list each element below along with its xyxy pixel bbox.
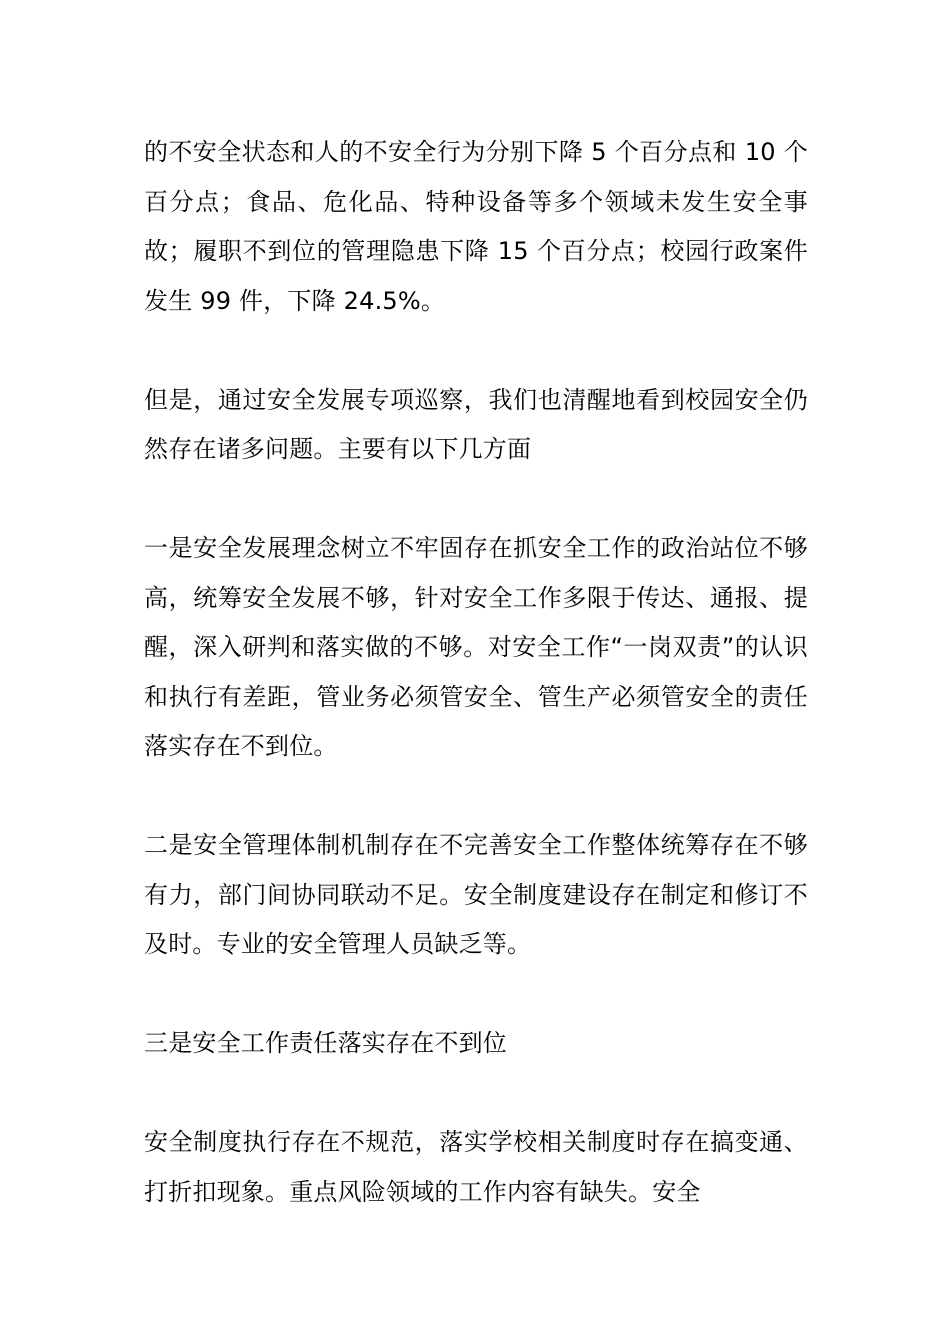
paragraph-problems-intro: 但是，通过安全发展专项巡察，我们也清醒地看到校园安全仍然存在诸多问题。主要有以下几方面: [144, 385, 808, 463]
document-body: [144, 128, 808, 1217]
paragraph-statistics: 的不安全状态和人的不安全行为分别下降 5 个百分点和 10 个百分点；食品、危化品、特种设备等多个领域未发生安全事故；履职不到位的管理隐患下降 15 个百分点；校园行政案件发生 99 件，下降 24.5%。: [144, 138, 808, 315]
paragraph-gap: [144, 326, 808, 376]
paragraph-point-two: 二是安全管理体制机制存在不完善安全工作整体统筹存在不够有力，部门间协同联动不足。安全制度建设存在制定和修订不及时。专业的安全管理人员缺乏等。: [144, 831, 808, 958]
paragraph-gap: [144, 1069, 808, 1119]
paragraph-point-one: 一是安全发展理念树立不牢固存在抓安全工作的政治站位不够高，统筹安全发展不够，针对安全工作多限于传达、通报、提醒，深入研判和落实做的不够。对安全工作“一岗双责”的认识和执行有差距，管业务必须管安全、管生产必须管安全的责任落实存在不到位。: [144, 534, 808, 760]
paragraph-gap: [144, 970, 808, 1020]
paragraph-point-three-heading: 三是安全工作责任落实存在不到位: [144, 1029, 507, 1057]
paragraph-gap: [144, 772, 808, 822]
paragraph-point-three-detail: 安全制度执行存在不规范，落实学校相关制度时存在搞变通、打折扣现象。重点风险领域的工作内容有缺失。安全: [144, 1128, 808, 1206]
paragraph-gap: [144, 475, 808, 525]
